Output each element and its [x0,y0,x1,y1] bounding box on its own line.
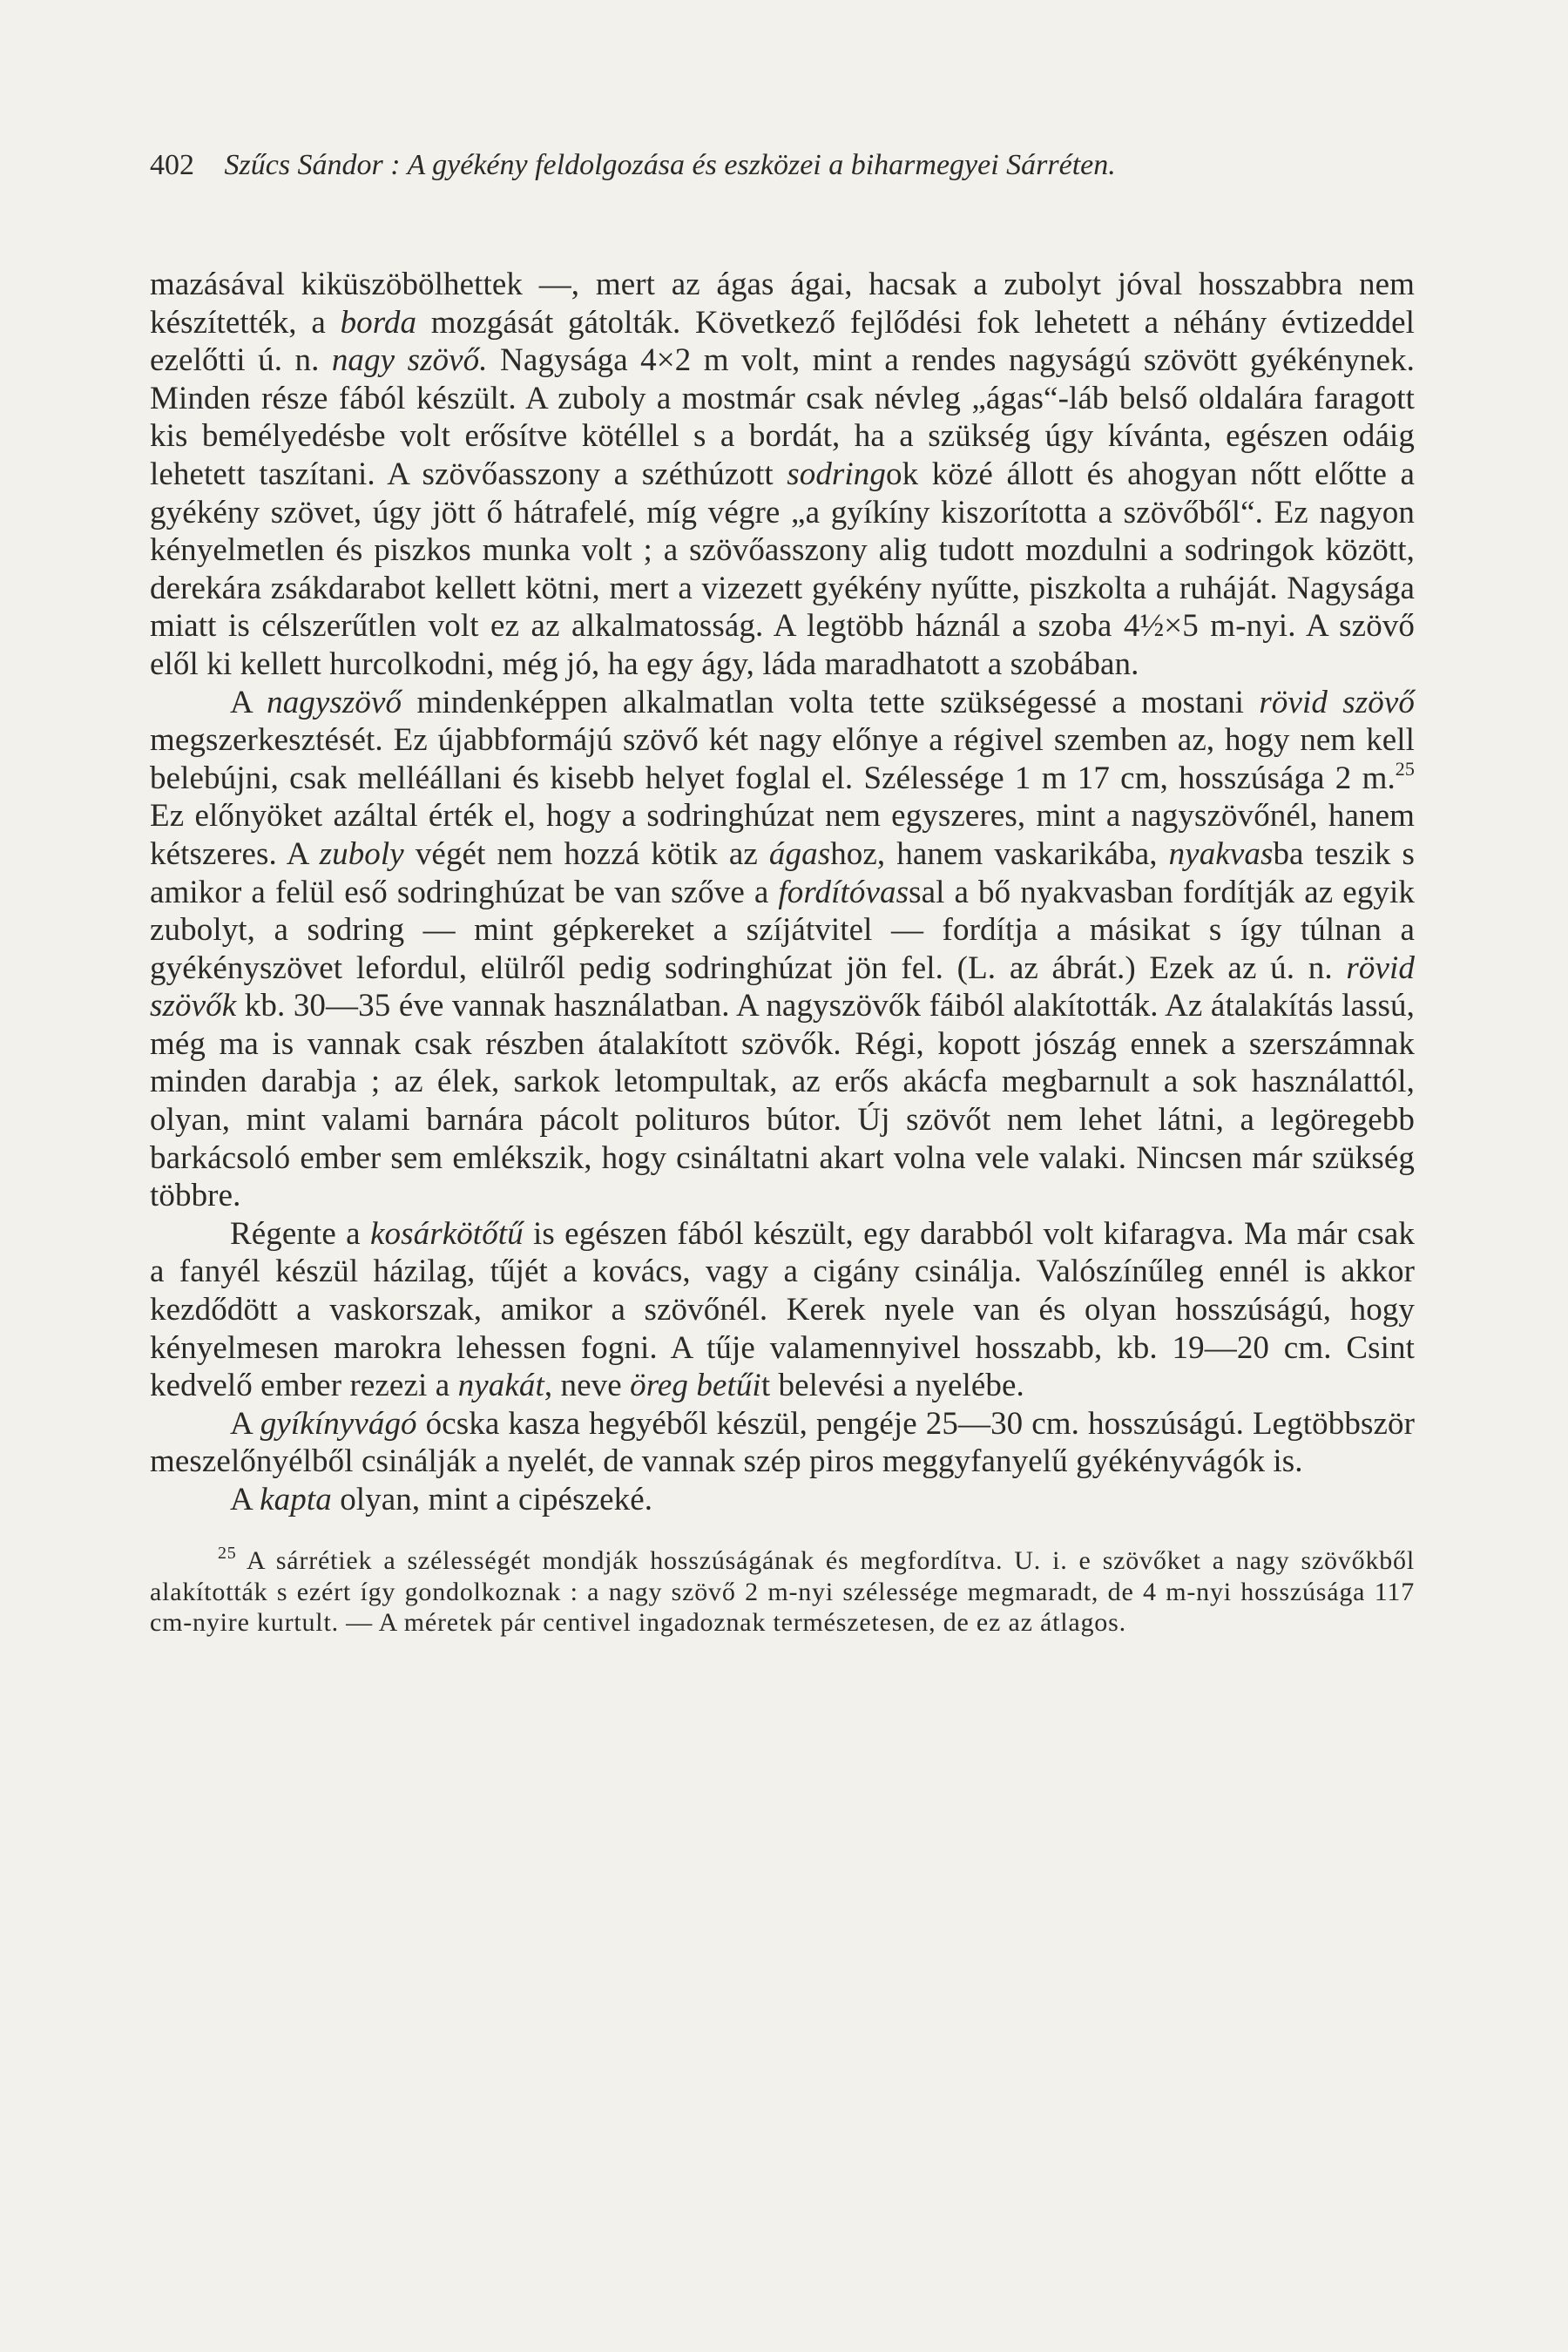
text-run: is egészen fából készült, egy darabból volt kifaragva. Ma már csak a fanyél készül házilag, tűjét a kovács, vagy a cigány csinálja. Valószínűleg ennél is akkor kezdődött a vaskorszak, amikor a szövőnél. Kerek nyele van és olyan hosszúságú, hogy kényelmesen marokra lehessen fogni. A tűje valamennyivel hosszabb, kb. 19—20 cm. Csint kedvelő ember rezezi a [150,1215,1415,1404]
text-run: Ez előnyöket azáltal érték el, hogy a sodringhúzat nem egyszeres, mint a nagyszövőnél, hanem kétszeres. A [150,798,1415,872]
text-run: mindenképpen alkalmatlan volta tette szükségessé a mostani [402,684,1260,720]
term-gyikinyvago: gyíkínyvágó [260,1405,417,1442]
footnote-reference[interactable]: 25 [1395,757,1415,780]
term-nagy-szovo: nagy szövő. [331,342,488,379]
body-text [150,266,1415,1519]
term-borda: borda [340,304,417,341]
footnote-number: 25 [218,1544,237,1563]
text-run: , neve [544,1368,631,1404]
text-run: ok közé állott és ahogyan nőtt előtte a gyékény szövet, úgy jött ő hátrafelé, míg végre „a gyíkíny kiszorította a szövőből“. Ez nagyon kényelmetlen és piszkos munka volt ; a szövőasszony alig tudott mozdulni a sodringok között, derekára zsákdarabot kellett kötni, mert a vizezett gyékény nyűtte, piszkolta a ruháját. Nagysága miatt is célszerűtlen volt ez az alkalmatosság. A legtöbb háznál a szoba 4½×5 m-nyi. A szövő elől ki kellett hurcolkodni, még jó, ha egy ágy, láda maradhatott a szobában. [150,456,1415,682]
text-run: t belevési a nyelébe. [760,1368,1024,1404]
running-title: Szűcs Sándor : A gyékény feldolgozása és eszközei a biharmegyei Sárréten. [224,149,1116,181]
footnotes [150,1545,1415,1639]
paragraph-3 [150,1215,1415,1405]
term-rovid-szovo: rövid szövő [1259,684,1415,720]
paragraph-5 [150,1481,1415,1519]
page-number: 402 [150,149,194,181]
paragraph-2 [150,684,1415,1215]
term-rovid-szovok: rövid szövők [150,950,1415,1024]
text-run: ócska kasza hegyéből készül, pengéje 25—30 cm. hosszúságú. Legtöbbször meszelőnyélből csinálják a nyelét, de vannak szép piros meggyfanyelű gyékényvágók is. [150,1405,1415,1480]
text-run: mazásával kiküszöbölhettek —, mert az ágas ágai, hacsak a zubolyt jóval hosszabbra nem készítették, a [150,267,1415,341]
term-sodring: sodring [787,456,886,492]
text-run: A [230,1482,260,1517]
term-agas: ágas [768,835,831,872]
text-run: kb. 30—35 éve vannak használatban. A nagyszövők fáiból alakították. Az átalakítás lassú, még ma is vannak csak részben átalakított szövők. Régi, kopott jószág ennek a szerszámnak minden darabja ; az élek, sarkok letompultak, az erős akácfa megbarnult a sok használattól, olyan, mint valami barnára pácolt polituros bútor. Új szövőt nem lehet látni, a legöregebb barkácsoló ember sem emlékszik, hogy csináltatni akart volna vele valaki. Nincsen már szükség többre. [150,988,1415,1214]
text-run: olyan, mint a cipészeké. [331,1482,653,1517]
text-run: A [230,1405,260,1442]
paragraph-1 [150,266,1415,684]
term-nyakvas: nyakvas [1168,835,1274,872]
term-kosarkototu: kosárkötőtű [369,1215,524,1252]
paragraph-4 [150,1405,1415,1481]
term-forditovas: fordítóvas [778,874,909,910]
term-nyakat: nyakát [457,1368,544,1404]
term-nagyszovo: nagyszövő [267,684,402,720]
text-run: végét nem hozzá kötik az [403,835,769,872]
term-kapta: kapta [260,1482,332,1517]
term-oreg-betui: öreg betűi [630,1368,761,1404]
text-run: megszerkesztését. Ez újabbformájú szövő két nagy előnye a régivel szemben az, hogy nem kell belebújni, csak melléállani és kisebb helyet foglal el. Szélessége 1 m 17 cm, hosszúsága 2 m. [150,722,1415,796]
text-run: A [230,684,267,720]
text-run: Régente a [230,1215,370,1252]
text-run: Nagysága 4×2 m volt, mint a rendes nagyságú szövött gyékénynek. Minden része fából készült. A zuboly a mostmár csak névleg „ágas“-láb belső oldalára faragott kis bemélyedésbe volt erősítve kötéllel s a bordát, ha a szükség úgy kívánta, egészen odáig lehetett taszítani. A szövőasszony a széthúzott [150,342,1415,492]
text-run: mozgását gátolták. Következő fejlődési fok lehetett a néhány évtizeddel ezelőtti ú. n. [150,304,1415,379]
footnote-text: A sárrétiek a szélességét mondják hosszúságának és megfordítva. U. i. e szövőket a nagy szövőkből alakították s ezért így gondolkoznak : a nagy szövő 2 m-nyi szélessége megmaradt, de 4 m-nyi hosszúsága 117 cm-nyire kurtult. — A méretek pár centivel ingadoznak természetesen, de ez az átlagos. [150,1546,1415,1637]
text-run: ba teszik s amikor a felül eső sodringhúzat be van szőve a [150,835,1415,910]
text-run: sal a bő nyakvasban fordítják az egyik zubolyt, a sodring — mint gépkereket a szíjátvitel — fordítja a másikat s így túlnan a gyékényszövet lefordul, elülről pedig sodringhúzat jön fel. (L. az ábrát.) Ezek az ú. n. [150,874,1415,986]
footnote-25 [150,1545,1415,1639]
text-run: hoz, hanem vaskarikába, [830,835,1169,872]
term-zuboly: zuboly [319,835,404,872]
running-header [150,146,1422,185]
